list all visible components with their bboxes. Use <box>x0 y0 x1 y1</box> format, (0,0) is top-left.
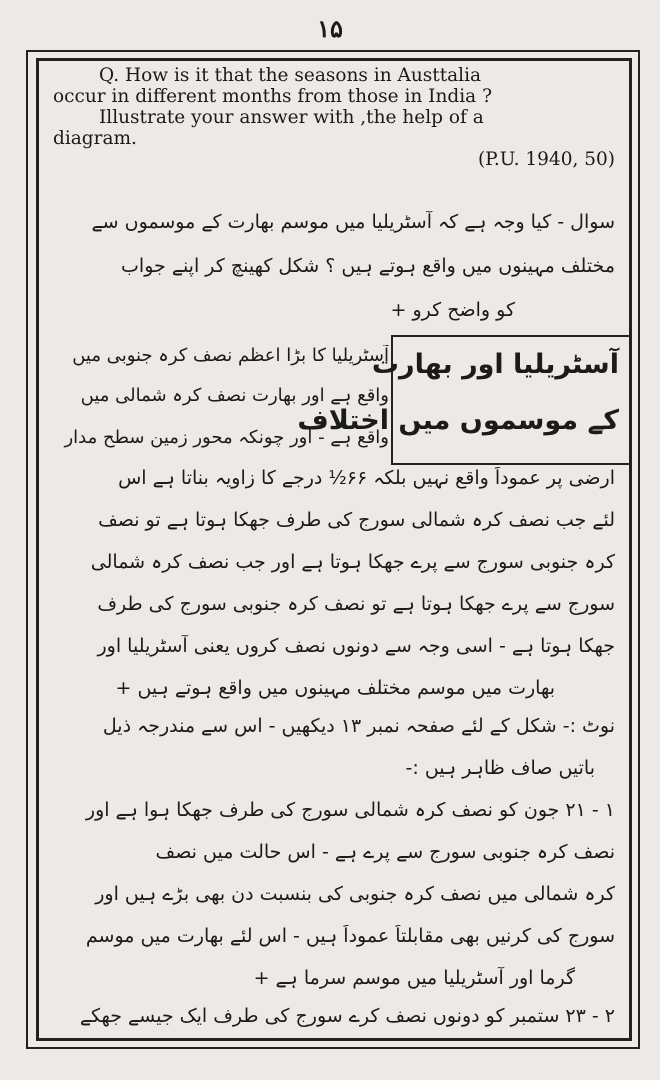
urdu-question-line: کو واضح کرو + <box>390 299 515 321</box>
answer-line: بھارت میں موسم مختلف مہینوں میں واقع ہوتے ہیں + <box>115 677 555 699</box>
answer-line: ارضی پر عموداً واقع نہیں بلکہ ۶۶½ درجے کا زاویہ بناتا ہے اس <box>118 467 615 489</box>
answer-line: واقع ہے اور بھارت نصف کرہ شمالی میں <box>80 385 389 406</box>
answer-line: واقع ہے - اور چونکہ محور زمین سطح مدار <box>64 427 389 448</box>
content-frame <box>36 58 632 1041</box>
point-line: ۲ - ۲۳ ستمبر کو دونوں نصف کرے سورج کی طرف ایک جیسے جھکے <box>79 1005 615 1027</box>
english-question-line: Q. How is it that the seasons in Austtalia <box>99 65 482 86</box>
section-heading-box <box>297 335 629 465</box>
note-line: باتیں صاف ظاہر ہیں :- <box>405 757 595 779</box>
answer-line: آسٹریلیا کا بڑا اعظم نصف کرہ جنوبی میں <box>72 345 389 366</box>
point-line: گرما اور آسٹریلیا میں موسم سرما ہے + <box>253 967 575 989</box>
point-line: کرہ شمالی میں نصف کرہ جنوبی کی بنسبت دن بھی بڑے ہیں اور <box>95 883 615 905</box>
answer-line: کرہ جنوبی سورج سے پرے جھکا ہوتا ہے اور جب نصف کرہ شمالی <box>90 551 615 573</box>
note-line: نوٹ :- شکل کے لئے صفحہ نمبر ۱۳ دیکھیں - اس سے مندرجہ ذیل <box>102 715 615 737</box>
point-line: نصف کرہ جنوبی سورج سے پرے ہے - اس حالت میں نصف <box>155 841 615 863</box>
english-question-line: occur in different months from those in India ? <box>53 86 492 107</box>
point-line: ۱ - ۲۱ جون کو نصف کرہ شمالی سورج کی طرف جھکا ہوا ہے اور <box>85 799 615 821</box>
section-heading-line: آسٹریلیا اور بھارت <box>371 349 619 380</box>
urdu-question-line: مختلف مہینوں میں واقع ہوتے ہیں ؟ شکل کھینچ کر اپنے جواب <box>121 255 615 277</box>
urdu-question-line: سوال - کیا وجہ ہے کہ آسٹریلیا میں موسم بھارت کے موسموں سے <box>91 211 615 233</box>
point-line: سورج کی کرنیں بھی مقابلتاً عموداً ہیں - اس لئے بھارت میں موسم <box>85 925 615 947</box>
answer-line: جھکا ہوتا ہے - اسی وجہ سے دونوں نصف کروں یعنی آسٹریلیا اور <box>97 635 615 657</box>
page-number: ۱۵ <box>317 14 343 43</box>
answer-line: سورج سے پرے جھکا ہوتا ہے تو نصف کرہ جنوبی سورج کی طرف <box>97 593 615 615</box>
answer-line: لئے جب نصف کرہ شمالی سورج کی طرف جھکا ہوتا ہے تو نصف <box>98 509 615 531</box>
citation: (P.U. 1940, 50) <box>477 149 615 170</box>
english-question <box>53 65 619 170</box>
english-question-line: Illustrate your answer with ,the help of a <box>99 107 484 128</box>
english-question-line: diagram. <box>53 128 137 149</box>
section-heading-line: کے موسموں میں اختلاف <box>297 405 619 436</box>
